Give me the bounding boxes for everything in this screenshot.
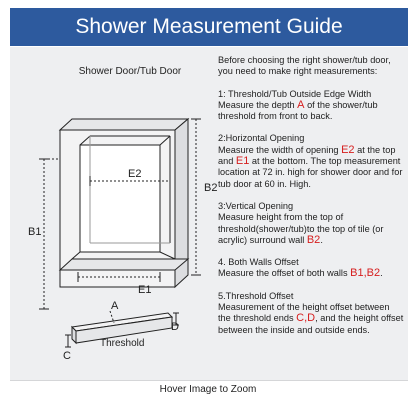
diagram-title: Shower Door/Tub Door bbox=[78, 66, 182, 77]
step-3-title: 3:Vertical Opening bbox=[218, 200, 294, 211]
shower-door-diagram bbox=[10, 47, 218, 380]
step-3: 3:Vertical Opening Measure height from the top of threshold(shower/tub)to the top of tile (or acrylic) surround wall B2. bbox=[218, 200, 384, 246]
code-a: A bbox=[297, 98, 305, 111]
guide-title: Shower Measurement Guide bbox=[75, 15, 343, 38]
label-a: A bbox=[111, 300, 119, 312]
dimension-b1 bbox=[39, 159, 60, 309]
label-e1: E1 bbox=[138, 284, 152, 296]
label-d: D bbox=[171, 321, 179, 333]
step-4: 4. Both Walls Offset Measure the offset of both walls B1,B2. bbox=[218, 257, 383, 280]
step-5: 5.Threshold Offset Measurement of the height offset between the threshold ends C,D, and the height offset between the inside and outside ends. bbox=[218, 290, 404, 335]
dimension-c bbox=[65, 335, 71, 347]
threshold-label: Threshold bbox=[100, 338, 145, 349]
step-1: 1: Threshold/Tub Outside Edge Width Measure the depth A of the shower/tub threshold from front to back. bbox=[218, 88, 378, 122]
code-e2: E2 bbox=[341, 143, 355, 156]
label-c: C bbox=[63, 350, 71, 362]
code-e1: E1 bbox=[235, 155, 250, 168]
label-e2: E2 bbox=[128, 168, 142, 180]
measurement-steps bbox=[218, 55, 404, 347]
step-4-title: 4. Both Walls Offset bbox=[218, 257, 299, 268]
step-1-title: 1: Threshold/Tub Outside Edge Width bbox=[218, 88, 372, 99]
hover-to-zoom-hint[interactable]: Hover Image to Zoom bbox=[159, 384, 257, 395]
label-b1: B1 bbox=[28, 226, 42, 238]
guide-title-banner bbox=[10, 8, 408, 46]
label-b2: B2 bbox=[204, 182, 218, 194]
guide-panel bbox=[10, 47, 408, 381]
door-opening bbox=[80, 136, 170, 252]
step-2: 2:Horizontal Opening Measure the width of opening E2 at the top and E1 at the bottom. The top measurement location at 72 in. high for shower door and for tub door at 60 in. High. bbox=[218, 133, 403, 189]
step-2-title: 2:Horizontal Opening bbox=[218, 133, 305, 144]
steps-intro: Before choosing the right shower/tub door, you need to make right measurements: bbox=[218, 55, 391, 77]
step-5-title: 5.Threshold Offset bbox=[218, 290, 294, 301]
code-b2: B2 bbox=[306, 233, 321, 246]
code-c-d: C,D bbox=[296, 312, 316, 325]
code-b1-b2: B1,B2 bbox=[350, 267, 381, 280]
dimension-b2 bbox=[191, 119, 201, 275]
